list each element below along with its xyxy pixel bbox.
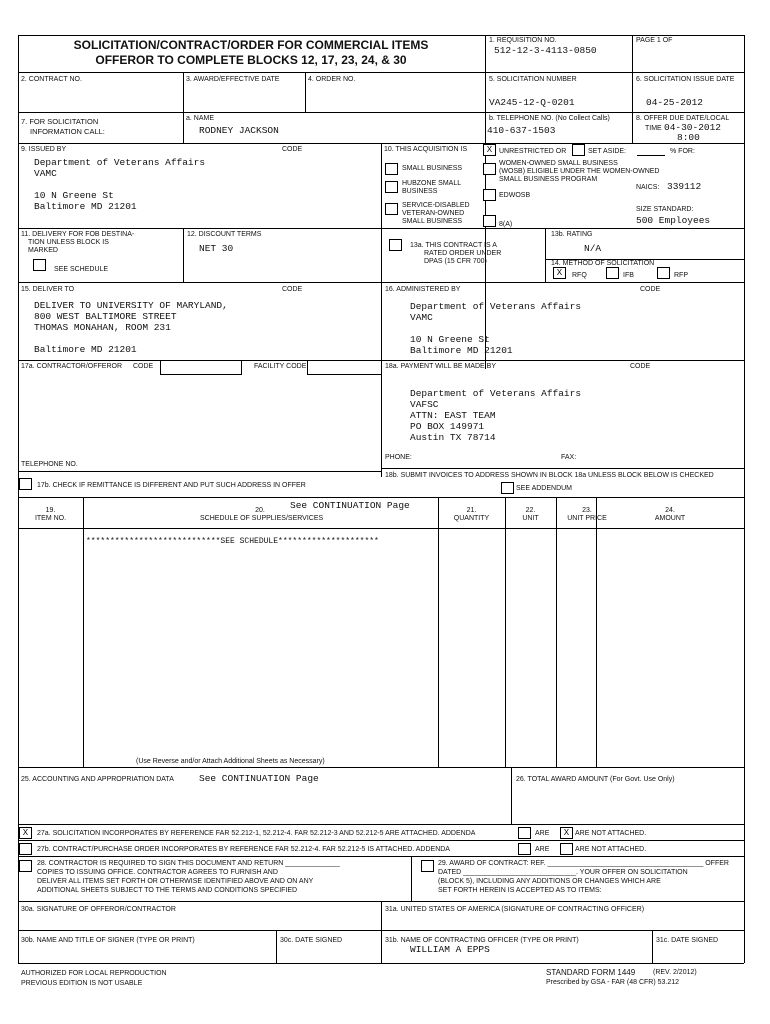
sdvosb-checkbox[interactable] <box>385 203 398 215</box>
remittance-label: 17b. CHECK IF REMITTANCE IS DIFFERENT AND PUT SUCH ADDRESS IN OFFER <box>37 482 306 489</box>
sdvosb-label-2: VETERAN-OWNED <box>402 210 465 217</box>
rfp-checkbox[interactable] <box>657 267 670 279</box>
small-business-label: SMALL BUSINESS <box>402 165 463 172</box>
offer-due-time-value[interactable]: 8:00 <box>677 132 700 143</box>
see-schedule-label: SEE SCHEDULE <box>54 266 109 273</box>
for-info-label <box>21 117 105 137</box>
telephone-no-label: TELEPHONE NO. <box>21 461 78 468</box>
unrestricted-checkbox[interactable]: X <box>483 144 496 156</box>
administered-by-line <box>410 323 581 334</box>
facility-code-label: FACILITY CODE <box>254 363 307 370</box>
rated-order-checkbox[interactable] <box>389 239 402 251</box>
reverse-note: (Use Reverse and/or Attach Additional Sheets as Necessary) <box>136 758 325 765</box>
facility-code-field[interactable] <box>307 360 381 375</box>
deliver-to-line <box>34 333 228 344</box>
issued-by-address[interactable] <box>34 157 205 212</box>
discount-terms-value[interactable]: NET 30 <box>199 243 234 254</box>
clause-28-line: ADDITIONAL SHEETS SUBJECT TO THE TERMS AND CONDITIONS SPECIFIED <box>37 887 298 894</box>
clause-27a-checkbox[interactable]: X <box>19 827 32 839</box>
issued-by-line: 10 N Greene St <box>34 190 114 201</box>
clause-27a-are-label: ARE <box>535 830 550 837</box>
col-item-no-title: ITEM NO. <box>34 515 67 522</box>
naics-label: NAICS: <box>636 184 660 191</box>
wosb-label-2: (WOSB) ELIGIBLE UNDER THE WOMEN-OWNED <box>499 168 660 175</box>
edwosb-label: EDWOSB <box>499 192 531 199</box>
clause-27b-are-not-checkbox[interactable] <box>560 843 573 855</box>
order-no-label: 4. ORDER NO. <box>308 76 356 83</box>
for-info-label-1: 7. FOR SOLICITATION <box>21 117 99 126</box>
rfq-checkbox[interactable]: X <box>553 267 566 279</box>
see-schedule-checkbox[interactable] <box>33 259 46 271</box>
rfq-label: RFQ <box>572 272 587 279</box>
col-schedule-title: SCHEDULE OF SUPPLIES/SERVICES <box>200 515 324 522</box>
fob-delivery-label-2: TION UNLESS BLOCK IS <box>28 239 109 246</box>
form-title <box>22 38 480 68</box>
offer-due-time-label: TIME <box>645 125 662 132</box>
administered-by-code-label: CODE <box>640 286 661 293</box>
sdvosb-label-3: SMALL BUSINESS <box>402 218 463 225</box>
sdvosb-label-1: SERVICE-DISABLED <box>402 202 470 209</box>
clause-29-text <box>438 859 729 895</box>
small-business-checkbox[interactable] <box>385 163 398 175</box>
deliver-to-address[interactable] <box>34 300 228 355</box>
size-standard-label: SIZE STANDARD: <box>636 206 694 213</box>
clause-29-line: 29. AWARD OF CONTRACT: REF. ________________________________________ OFFER <box>438 860 729 867</box>
col-unit-price-title: UNIT PRICE <box>567 515 607 522</box>
clause-28-text <box>37 859 340 895</box>
footer-previous-edition: PREVIOUS EDITION IS NOT USABLE <box>21 980 143 987</box>
col-quantity-num: 21. <box>466 507 477 514</box>
administered-by-line: Baltimore MD 21201 <box>410 345 513 356</box>
accounting-value[interactable]: See CONTINUATION Page <box>199 773 319 784</box>
telephone-value[interactable]: 410-637-1503 <box>487 125 556 136</box>
contact-name-label: a. NAME <box>186 115 215 122</box>
col-amount-header <box>596 507 744 523</box>
deliver-to-label: 15. DELIVER TO <box>21 286 75 293</box>
award-date-label: 3. AWARD/EFFECTIVE DATE <box>186 76 280 83</box>
addendum-checkbox[interactable] <box>501 482 514 494</box>
method-label: 14. METHOD OF SOLICITATION <box>551 260 655 267</box>
size-standard-value[interactable]: 500 Employees <box>636 215 711 226</box>
clause-27a-are-not-checkbox[interactable]: X <box>560 827 573 839</box>
clause-27a-label: 27a. SOLICITATION INCORPORATES BY REFERENCE FAR 52.212-1, 52.212-4. FAR 52.212-3 AND 52.212-5 ARE ATTACHED. ADDENDA <box>37 830 476 837</box>
col-unit-header <box>505 507 556 523</box>
contractor-code-field[interactable] <box>160 360 242 375</box>
wosb-checkbox[interactable] <box>483 163 496 175</box>
issued-by-line: Baltimore MD 21201 <box>34 201 137 212</box>
date-signed-30c-label: 30c. DATE SIGNED <box>280 937 343 944</box>
invoice-label: 18b. SUBMIT INVOICES TO ADDRESS SHOWN IN BLOCK 18a UNLESS BLOCK BELOW IS CHECKED <box>385 472 714 479</box>
clause-28-line: 28. CONTRACTOR IS REQUIRED TO SIGN THIS DOCUMENT AND RETURN ______________ <box>37 860 340 867</box>
rating-value[interactable]: N/A <box>584 243 602 254</box>
hubzone-label-1: HUBZONE SMALL <box>402 180 462 187</box>
payment-line: ATTN: EAST TEAM <box>410 410 496 421</box>
offer-due-date-value[interactable]: 04-30-2012 <box>664 122 722 133</box>
contractor-code-label: CODE <box>133 363 154 370</box>
schedule-entry: ****************************SEE SCHEDULE********************* <box>86 537 379 546</box>
rated-order-label-3: DPAS (15 CFR 700) <box>424 258 487 265</box>
deliver-to-line: 800 WEST BALTIMORE STREET <box>34 311 177 322</box>
hubzone-label <box>402 180 461 196</box>
issued-by-code-label: CODE <box>282 146 303 153</box>
col-amount-title: AMOUNT <box>654 515 686 522</box>
clause-27b-are-label: ARE <box>535 846 550 853</box>
eight-a-label: 8(A) <box>499 221 513 228</box>
form-title-line2: OFFEROR TO COMPLETE BLOCKS 12, 17, 23, 24, & 30 <box>95 53 407 67</box>
schedule-continuation: See CONTINUATION Page <box>290 500 410 511</box>
fob-delivery-label-3: MARKED <box>28 247 58 254</box>
wosb-label-3: SMALL BUSINESS PROGRAM <box>499 176 598 183</box>
col-amount-num: 24. <box>665 507 675 514</box>
payment-phone-label: PHONE: <box>385 454 412 461</box>
telephone-label: b. TELEPHONE NO. (No Collect Calls) <box>489 115 610 122</box>
clause-29-line: SET FORTH HEREIN IS ACCEPTED AS TO ITEMS: <box>438 887 602 894</box>
form-revision: (REV. 2/2012) <box>653 969 697 976</box>
col-unit-num: 22. <box>525 507 536 514</box>
clause-29-checkbox[interactable] <box>421 860 434 872</box>
total-award-label: 26. TOTAL AWARD AMOUNT (For Govt. Use Only) <box>516 776 675 783</box>
pct-line[interactable] <box>637 155 665 156</box>
addendum-label: SEE ADDENDUM <box>516 485 573 492</box>
payment-line: Department of Veterans Affairs <box>410 388 582 399</box>
issued-by-line: Department of Veterans Affairs <box>34 157 206 168</box>
administered-by-address[interactable] <box>410 301 581 356</box>
page-label: PAGE 1 OF <box>636 37 673 44</box>
rated-order-label-1: 13a. THIS CONTRACT IS A <box>410 242 497 249</box>
administered-by-line: VAMC <box>410 312 433 323</box>
ifb-checkbox[interactable] <box>606 267 619 279</box>
contracting-officer-label: 31b. NAME OF CONTRACTING OFFICER (TYPE OR PRINT) <box>385 937 579 944</box>
form-title-line1: SOLICITATION/CONTRACT/ORDER FOR COMMERCIAL ITEMS <box>73 38 429 52</box>
remittance-checkbox[interactable] <box>19 478 32 490</box>
ifb-label: IFB <box>623 272 634 279</box>
clause-28-line: COPIES TO ISSUING OFFICE. CONTRACTOR AGREES TO FURNISH AND <box>37 869 278 876</box>
eight-a-checkbox[interactable] <box>483 215 496 227</box>
signature-30a-label: 30a. SIGNATURE OF OFFEROR/CONTRACTOR <box>21 906 176 913</box>
solicitation-no-label: 5. SOLICITATION NUMBER <box>489 76 577 83</box>
accounting-label: 25. ACCOUNTING AND APPROPRIATION DATA <box>21 776 174 783</box>
deliver-to-line: Baltimore MD 21201 <box>34 344 137 355</box>
sdvosb-label <box>402 202 470 226</box>
issued-by-label: 9. ISSUED BY <box>21 146 67 153</box>
clause-27b-label: 27b. CONTRACT/PURCHASE ORDER INCORPORATES BY REFERENCE FAR 52.212-4. FAR 52.212-5 IS ATTACHED. ADDENDA <box>37 846 450 853</box>
contact-name-value[interactable]: RODNEY JACKSON <box>199 125 279 136</box>
payment-line: PO BOX 149971 <box>410 421 485 432</box>
clause-27b-are-checkbox[interactable] <box>518 843 531 855</box>
edwosb-checkbox[interactable] <box>483 189 496 201</box>
rated-order-label <box>410 242 501 266</box>
payment-address[interactable] <box>410 388 581 443</box>
contractor-label: 17a. CONTRACTOR/OFFEROR <box>21 363 122 370</box>
clause-27a-are-checkbox[interactable] <box>518 827 531 839</box>
signer-name-label: 30b. NAME AND TITLE OF SIGNER (TYPE OR PRINT) <box>21 937 195 944</box>
clause-27b-are-not-label: ARE NOT ATTACHED. <box>575 846 647 853</box>
issue-date-label: 6. SOLICITATION ISSUE DATE <box>636 76 735 83</box>
rfp-label: RFP <box>674 272 688 279</box>
form-name: STANDARD FORM 1449 <box>546 968 636 977</box>
deliver-to-line: DELIVER TO UNIVERSITY OF MARYLAND, <box>34 300 228 311</box>
deliver-to-line: THOMAS MONAHAN, ROOM 231 <box>34 322 171 333</box>
col-quantity-header <box>438 507 505 523</box>
issue-date-value[interactable]: 04-25-2012 <box>646 97 704 108</box>
hubzone-label-2: BUSINESS <box>402 188 438 195</box>
footer-left <box>21 969 167 989</box>
requisition-no-value[interactable]: 512-12-3-4113-0850 <box>494 45 597 56</box>
discount-terms-label: 12. DISCOUNT TERMS <box>187 231 262 238</box>
contract-no-label: 2. CONTRACT NO. <box>21 76 82 83</box>
clause-29-line: (BLOCK 5), INCLUDING ANY ADDITIONS OR CHANGES WHICH ARE <box>438 878 661 885</box>
set-aside-label: SET ASIDE: <box>588 148 626 155</box>
clause-27b-checkbox[interactable] <box>19 843 32 855</box>
unrestricted-label: UNRESTRICTED OR <box>499 148 567 155</box>
pct-for-label: % FOR: <box>670 148 695 155</box>
col-unit-price-num: 23. <box>582 507 592 514</box>
deliver-to-code-label: CODE <box>282 286 303 293</box>
col-unit-title: UNIT <box>522 515 539 522</box>
naics-value[interactable]: 339112 <box>667 181 702 192</box>
payment-line: Austin TX 78714 <box>410 432 496 443</box>
offer-due-label: 8. OFFER DUE DATE/LOCAL <box>636 115 730 122</box>
contracting-officer-value[interactable]: WILLIAM A EPPS <box>410 944 490 955</box>
footer-local-reproduction: AUTHORIZED FOR LOCAL REPRODUCTION <box>21 970 167 977</box>
acquisition-label: 10. THIS ACQUISITION IS <box>384 146 468 153</box>
clause-29-line: DATED _____________________________. YOUR OFFER ON SOLICITATION <box>438 869 688 876</box>
prescribed-by: Prescribed by GSA - FAR (48 CFR) 53.212 <box>546 979 680 986</box>
payment-label: 18a. PAYMENT WILL BE MADE BY <box>385 363 496 370</box>
clause-27a-are-not-label: ARE NOT ATTACHED. <box>575 830 647 837</box>
date-signed-31c-label: 31c. DATE SIGNED <box>656 937 719 944</box>
issued-by-line: VAMC <box>34 168 57 179</box>
clause-28-line: DELIVER ALL ITEMS SET FORTH OR OTHERWISE IDENTIFIED ABOVE AND ON ANY <box>37 878 314 885</box>
administered-by-line: 10 N Greene St <box>410 334 490 345</box>
issued-by-line <box>34 179 205 190</box>
administered-by-label: 16. ADMINISTERED BY <box>385 286 461 293</box>
wosb-label <box>499 160 660 184</box>
payment-fax-label: FAX: <box>561 454 577 461</box>
administered-by-line: Department of Veterans Affairs <box>410 301 582 312</box>
fob-delivery-label <box>21 231 134 255</box>
rating-label: 13b. RATING <box>551 231 593 238</box>
solicitation-no-value[interactable]: VA245-12-Q-0201 <box>489 97 575 108</box>
requisition-no-label: 1. REQUISITION NO. <box>489 37 557 44</box>
col-schedule-num: 20. <box>255 507 265 514</box>
col-quantity-title: QUANTITY <box>453 515 490 522</box>
for-info-label-2: INFORMATION CALL: <box>30 127 105 136</box>
col-item-no-header <box>18 507 83 523</box>
payment-line: VAFSC <box>410 399 439 410</box>
rated-order-label-2: RATED ORDER UNDER <box>424 250 502 257</box>
signature-31a-label: 31a. UNITED STATES OF AMERICA (SIGNATURE OF CONTRACTING OFFICER) <box>385 906 645 913</box>
set-aside-checkbox[interactable] <box>572 144 585 156</box>
col-item-no-num: 19. <box>45 507 56 514</box>
hubzone-checkbox[interactable] <box>385 181 398 193</box>
wosb-label-1: WOMEN-OWNED SMALL BUSINESS <box>499 160 618 167</box>
clause-28-checkbox[interactable] <box>19 860 32 872</box>
payment-code-label: CODE <box>630 363 651 370</box>
fob-delivery-label-1: 11. DELIVERY FOR FOB DESTINA- <box>21 231 135 238</box>
